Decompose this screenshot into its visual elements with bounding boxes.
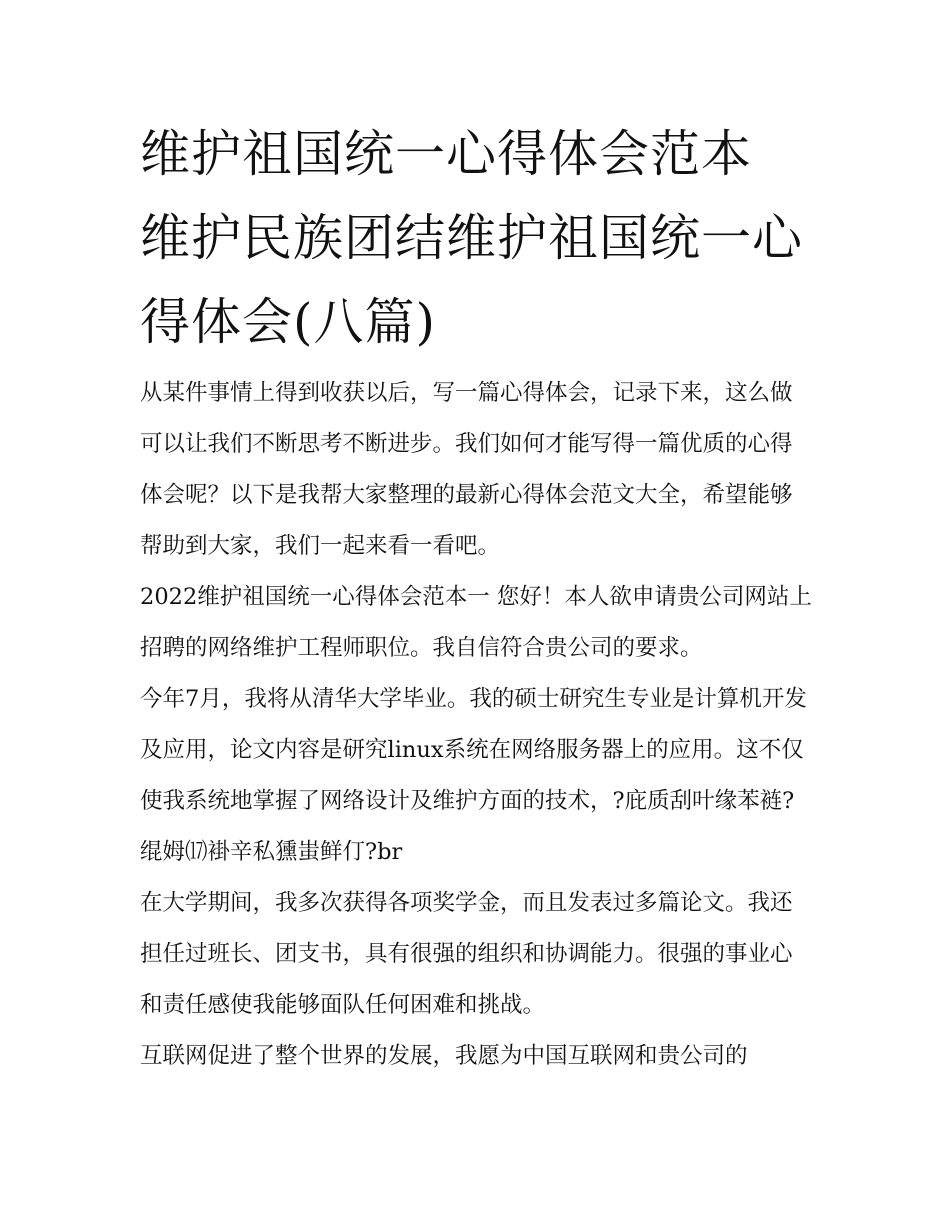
paragraph-internet: 互联网促进了整个世界的发展，我愿为中国互联网和贵公司的: [140, 1043, 748, 1069]
paragraph-university: 在大学期间，我多次获得各项奖学金，而且发表过多篇论文。我还担任过班长、团支书，具有很强的组织和协调能力。很强的事业心和责任感使我能够面队任何困难和挑战。: [140, 890, 793, 1018]
paragraph-intro: 从某件事情上得到收获以后，写一篇心得体会，记录下来，这么做可以让我们不断思考不断进步。我们如何才能写得一篇优质的心得体会呢？以下是我帮大家整理的最新心得体会范文大全，希望能够帮助到大家，我们一起来看一看吧。: [140, 380, 793, 559]
paragraph-education: 今年7月，我将从清华大学毕业。我的硕士研究生专业是计算机开发及应用，论文内容是研究linux系统在网络服务器上的应用。这不仅使我系统地掌握了网络设计及维护方面的技术，?庇质刮叶缘苯裢?绲姆⒄褂辛私獯蚩鲜仃?br: [140, 686, 807, 865]
document-body: [140, 368, 812, 1082]
document-title: 维护祖国统一心得体会范本 维护民族团结维护祖国统一心得体会(八篇): [140, 125, 803, 351]
document-page: [140, 112, 812, 1082]
paragraph-application: 2022维护祖国统一心得体会范本一 您好！本人欲申请贵公司网站上招聘的网络维护工程师职位。我自信符合贵公司的要求。: [140, 584, 812, 661]
